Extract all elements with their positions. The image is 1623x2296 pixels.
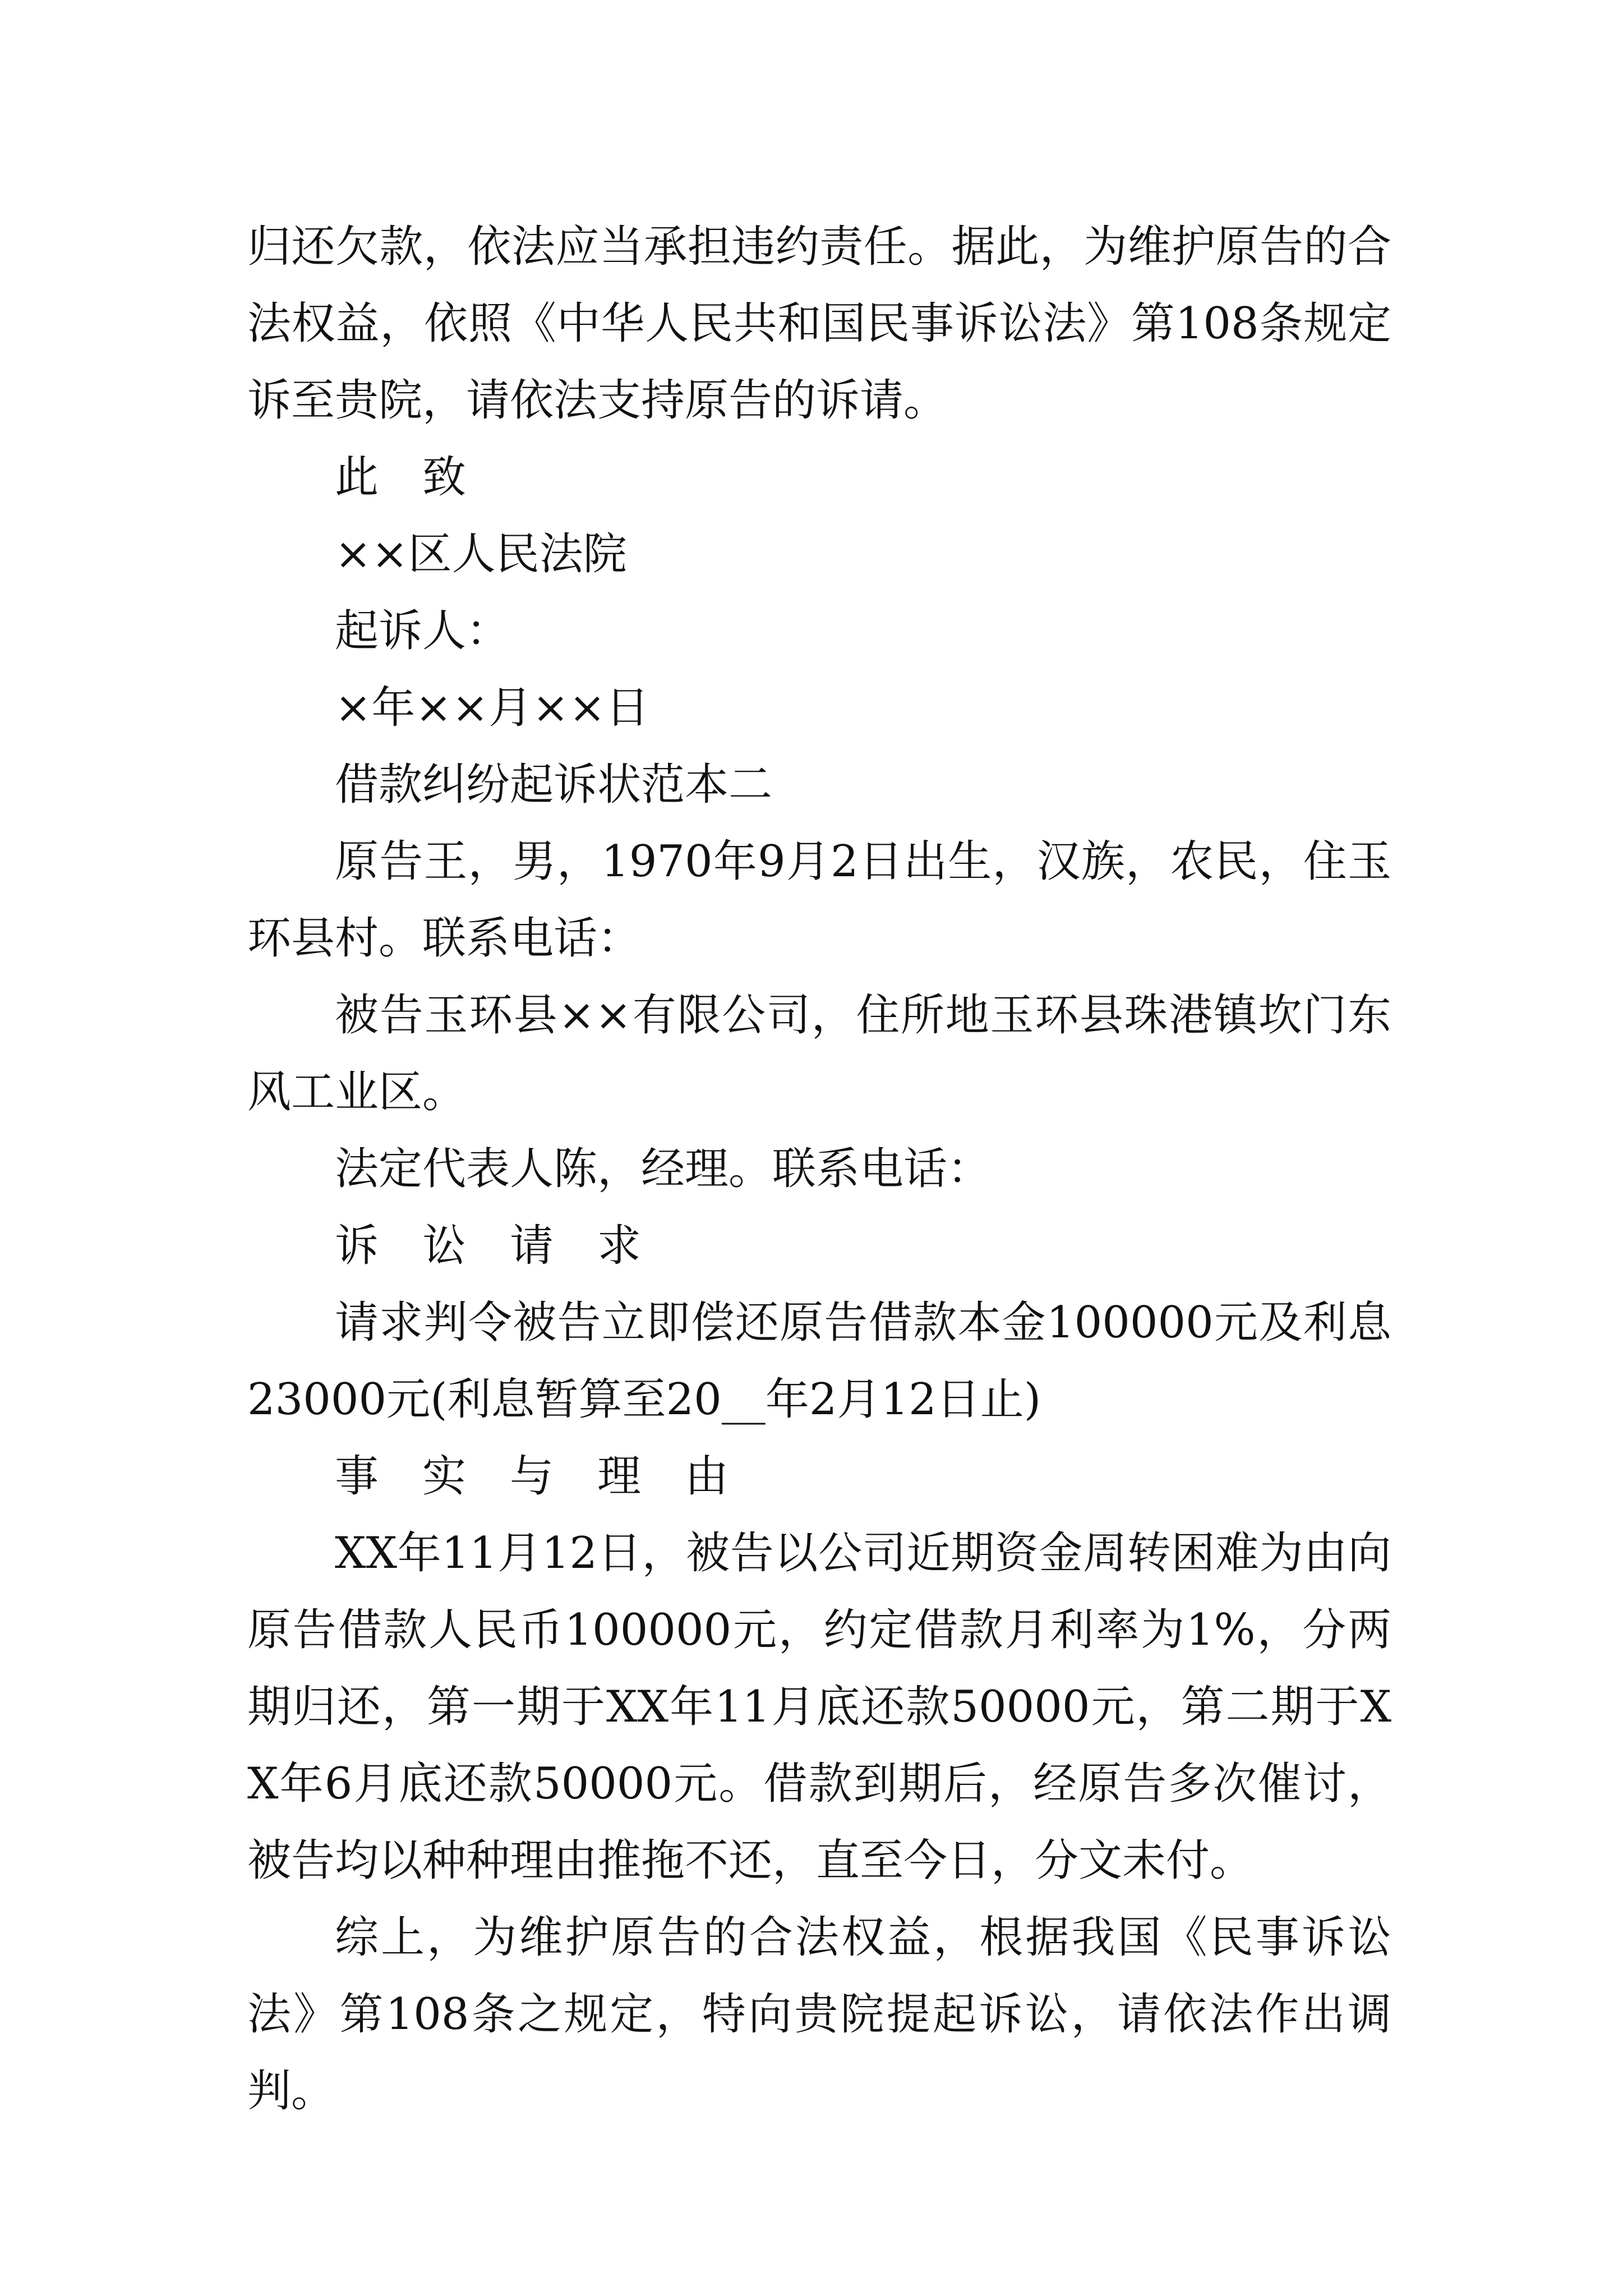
heading-claims: 诉 讼 请 求: [335, 1221, 642, 1271]
paragraph-defendant: 被告玉环县××有限公司，住所地玉环县珠港镇坎门东风工业区。: [247, 990, 1391, 1117]
paragraph-legal-representative: 法定代表人陈，经理。联系电话：: [335, 1144, 992, 1194]
paragraph-claims: 请求判令被告立即偿还原告借款本金100000元及利息23000元(利息暂算至20__年2月12日止): [247, 1297, 1391, 1425]
paragraph-closing-reason: 归还欠款，依法应当承担违约责任。据此，为维护原告的合法权益，依照《中华人民共和国民事诉讼法》第108条规定诉至贵院，请依法支持原告的诉请。: [247, 222, 1391, 426]
paragraph-plaintiff: 原告王，男，1970年9月2日出生，汉族，农民，住玉环县村。联系电话：: [247, 836, 1391, 964]
paragraph-template-title: 借款纠纷起诉状范本二: [335, 760, 773, 810]
paragraph-facts: XX年11月12日，被告以公司近期资金周转困难为由向原告借款人民币100000元，约定借款月利率为1%，分两期归还，第一期于XX年11月底还款50000元，第二期于XX年6月底还款50000元。借款到期后，经原告多次催讨，被告均以种种理由推拖不还，直至今日，分文未付。: [247, 1528, 1391, 1886]
heading-facts-reasons: 事 实 与 理 由: [335, 1451, 729, 1502]
paragraph-conclusion: 综上，为维护原告的合法权益，根据我国《民事诉讼法》第108条之规定，特向贵院提起诉讼，请依法作出调判。: [247, 1912, 1391, 2116]
paragraph-plaintiff-sign: 起诉人：: [335, 606, 510, 656]
document-body: [247, 209, 1391, 2130]
paragraph-salutation: 此 致: [335, 452, 467, 503]
paragraph-date: ×年××月××日: [335, 683, 649, 733]
paragraph-court: ××区人民法院: [335, 529, 627, 579]
